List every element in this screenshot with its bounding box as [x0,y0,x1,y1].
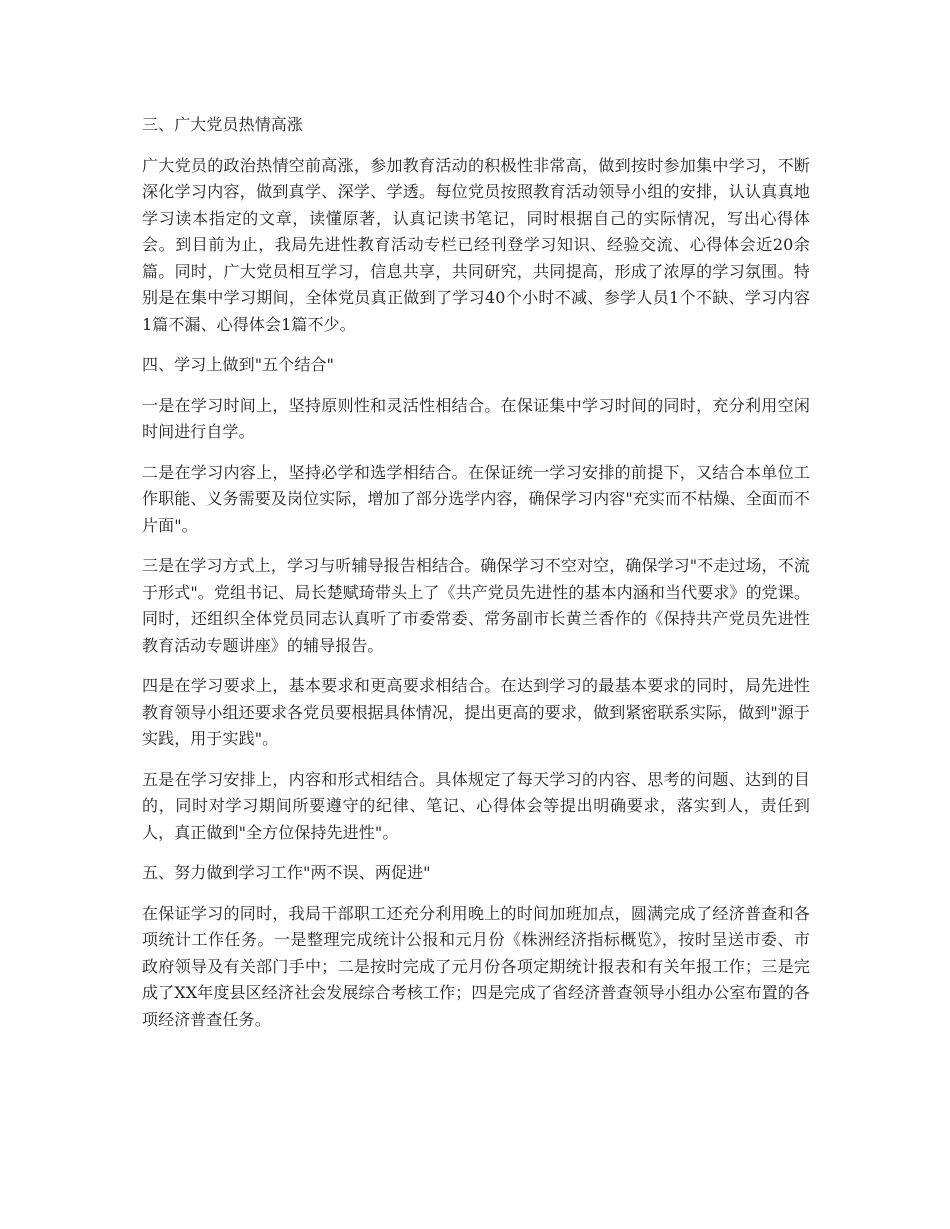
paragraph-combination-5: 五是在学习安排上，内容和形式相结合。具体规定了每天学习的内容、思考的问题、达到的目的，同时对学习期间所要遵守的纪律、笔记、心得体会等提出明确要求，落实到人，责任到人，真正做到"全方位保持先进性"。 [142,769,810,842]
paragraph-combination-3: 三是在学习方式上，学习与听辅导报告相结合。确保学习不空对空，确保学习"不走过场，不流于形式"。党组书记、局长楚赋琦带头上了《共产党员先进性的基本内涵和当代要求》的党课。同时，还组织全体党员同志认真听了市委常委、常务副市长黄兰香作的《保持共产党员先进性教育活动专题讲座》的辅导报告。 [142,556,810,655]
paragraph-member-enthusiasm: 广大党员的政治热情空前高涨，参加教育活动的积极性非常高，做到按时参加集中学习，不断深化学习内容，做到真学、深学、学透。每位党员按照教育活动领导小组的安排，认认真真地学习读本指定的文章，读懂原著，认真记读书笔记，同时根据自己的实际情况，写出心得体会。到目前为止，我局先进性教育活动专栏已经刊登学习知识、经验交流、心得体会近20余篇。同时，广大党员相互学习，信息共享，共同研究，共同提高，形成了浓厚的学习氛围。特别是在集中学习期间，全体党员真正做到了学习40个小时不减、参学人员1个不缺、学习内容1篇不漏、心得体会1篇不少。 [142,155,810,334]
paragraph-combination-2: 二是在学习内容上，坚持必学和选学相结合。在保证统一学习安排的前提下，又结合本单位工作职能、义务需要及岗位实际，增加了部分选学内容，确保学习内容"充实而不枯燥、全面而不片面"。 [142,462,810,535]
paragraph-work-progress: 在保证学习的同时，我局干部职工还充分利用晚上的时间加班加点，圆满完成了经济普查和各项统计工作任务。一是整理完成统计公报和元月份《株洲经济指标概览》，按时呈送市委、市政府领导及有关部门手中；二是按时完成了元月份各项定期统计报表和有关年报工作；三是完成了XX年度县区经济社会发展综合考核工作；四是完成了省经济普查领导小组办公室布置的各项经济普查任务。 [142,903,810,1029]
paragraph-combination-1: 一是在学习时间上，坚持原则性和灵活性相结合。在保证集中学习时间的同时，充分利用空闲时间进行自学。 [142,395,810,441]
section-heading-4: 四、学习上做到"五个结合" [142,355,335,374]
section-heading-5: 五、努力做到学习工作"两不误、两促进" [142,863,431,882]
section-heading-3: 三、广大党员热情高涨 [142,115,304,134]
document-page [142,112,810,1047]
paragraph-combination-4: 四是在学习要求上，基本要求和更高要求相结合。在达到学习的最基本要求的同时，局先进性教育领导小组还要求各党员要根据具体情况，提出更高的要求，做到紧密联系实际，做到"源于实践，用于实践"。 [142,676,810,748]
